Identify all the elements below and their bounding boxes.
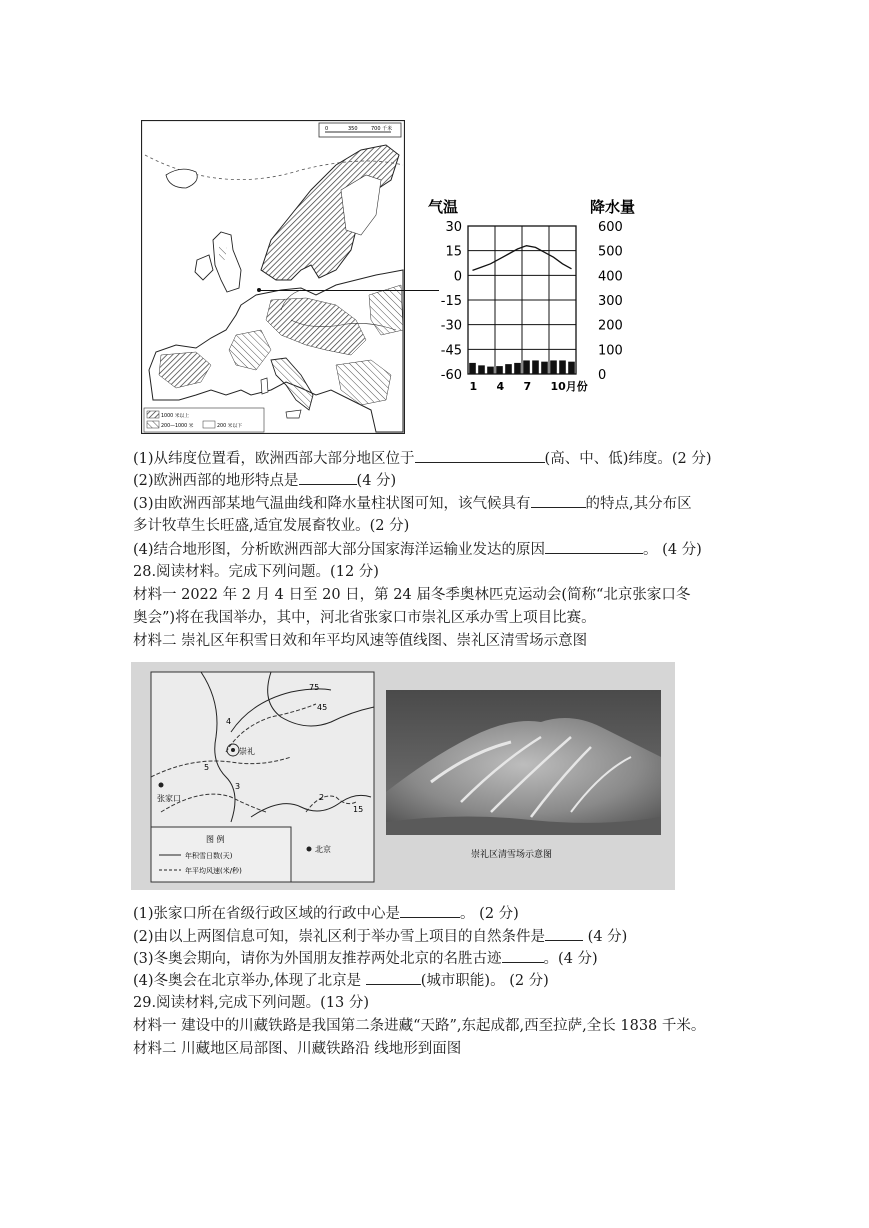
q27-2-text: (2)欧洲西部的地形特点是 (133, 473, 299, 489)
precip-bar (541, 362, 548, 374)
q28-3-tail: 。(4 分) (543, 951, 598, 967)
temp-tick: -15 (440, 294, 462, 309)
scale-700: 700 千米 (371, 126, 393, 132)
q28-1-blank[interactable] (400, 903, 460, 918)
legend-snow-days: 年积雪日数(天) (185, 852, 233, 860)
label-beijing: 北京 (315, 845, 331, 854)
q27-4-blank[interactable] (545, 539, 643, 554)
contour-15: 15 (353, 805, 364, 814)
q28-title: 28.阅读材料。完成下列问题。(12 分) (133, 564, 379, 580)
map-chart-pointer (259, 290, 439, 291)
precipitation-axis-title: 降水量 (590, 198, 636, 216)
q27-1-tail: (高、中、低)纬度。(2 分) (544, 451, 712, 467)
q28-1 (133, 903, 519, 924)
precip-bar (532, 360, 539, 374)
ski-resort-photo (386, 690, 661, 835)
precip-tick: 100 (598, 343, 623, 359)
q27-3-cont (133, 516, 409, 536)
q28-1-text: (1)张家口所在省级行政区域的行政中心是 (133, 906, 401, 922)
q27-3-cont-text: 多计牧草生长旺盛,适宜发展畜牧业。(2 分) (133, 518, 410, 534)
q28-material1-line2: 奥会”)将在我国举办，其中，河北省张家口市崇礼区承办雪上项目比赛。 (133, 610, 596, 626)
month-tick: 7 (523, 380, 532, 393)
q27-3 (133, 493, 692, 514)
temp-tick: 0 (453, 269, 462, 285)
precip-bar (505, 364, 512, 374)
label-zhangjiakou: 张家口 (157, 794, 181, 803)
q27-2-tail: (4 分) (356, 473, 397, 489)
temp-tick: -30 (440, 318, 462, 334)
temp-tick: 30 (445, 220, 462, 235)
q27-1-text: (1)从纬度位置看，欧洲西部大部分地区位于 (133, 451, 415, 467)
q27-2-blank[interactable] (299, 470, 357, 485)
contour-3: 3 (235, 782, 241, 791)
q27-3-tail: 的特点,其分布区 (585, 496, 692, 512)
q27-4-text: (4)结合地形图，分析欧洲西部大部分国家海洋运输业发达的原因 (133, 542, 546, 558)
q29-material2: 材料二 川藏地区局部图、川藏铁路沿 线地形到面图 (133, 1041, 462, 1057)
q28-3 (133, 948, 598, 969)
q27-4 (133, 539, 702, 560)
precip-bar (496, 366, 503, 374)
q28-3-text: (3)冬奥会期向，请你为外国朋友推荐两处北京的名胜古迹 (133, 951, 502, 967)
temp-tick: -45 (440, 343, 462, 359)
q27-3-text: (3)由欧洲西部某地气温曲线和降水量柱状图可知，该气候具有 (133, 496, 531, 512)
precip-tick: 400 (598, 269, 623, 285)
q27-4-tail: 。 (4 分) (643, 542, 702, 558)
contour-2: 2 (319, 793, 325, 802)
month-tick: 4 (496, 380, 505, 393)
precip-bar (559, 360, 566, 374)
contour-45: 45 (317, 703, 328, 712)
scale-350: 350 (348, 126, 358, 132)
q28-2-tail: (4 分) (583, 929, 628, 945)
precip-bar (514, 363, 521, 374)
temp-tick: 15 (445, 244, 462, 260)
precip-tick: 300 (598, 294, 623, 309)
precip-tick: 500 (598, 244, 623, 260)
q28-4-tail: (城市职能)。 (2 分) (420, 973, 549, 989)
month-tick: 10月份 (550, 380, 588, 393)
chongli-figure (131, 662, 675, 890)
precip-bar (550, 360, 557, 374)
temperature-axis-title: 气温 (428, 198, 459, 216)
q27-1 (133, 448, 712, 469)
contour-4: 4 (226, 717, 232, 726)
legend-mid: 200—1000 米 (161, 424, 194, 429)
precip-bar (568, 362, 575, 374)
q28-4-blank[interactable] (366, 970, 421, 985)
temp-tick: -60 (440, 368, 462, 383)
q28-material1-line1: 材料一 2022 年 2 月 4 日至 20 日，第 24 届冬季奥林匹克运动会(简称“北京张家口冬 (133, 587, 691, 603)
q27-3-blank[interactable] (531, 493, 586, 508)
legend-title: 图 例 (206, 835, 225, 844)
q28-1-tail: 。 (2 分) (460, 906, 519, 922)
precip-tick: 200 (598, 318, 623, 334)
q27-2 (133, 470, 396, 491)
europe-map-svg (141, 120, 405, 434)
q28-2 (133, 926, 627, 947)
europe-terrain-map (141, 120, 405, 434)
ski-photo-caption: 崇礼区清雪场示意图 (471, 850, 553, 860)
q28-material2: 材料二 崇礼区年积雪日效和年平均风速等值线图、崇礼区清雪场示意图 (133, 633, 588, 649)
legend-wind-speed: 年平均风速(米/秒) (185, 867, 242, 875)
climate-chart (418, 196, 658, 396)
precip-tick: 0 (598, 368, 607, 383)
q28-2-text: (2)由以上两图信息可知，崇礼区利于举办雪上项目的自然条件是 (133, 929, 546, 945)
precip-tick: 600 (598, 220, 623, 235)
precip-bar (478, 365, 485, 374)
precip-bar (487, 367, 494, 374)
scale-0: 0 (325, 126, 329, 132)
q28-3-blank[interactable] (502, 948, 544, 963)
contour-5: 5 (204, 763, 210, 772)
q27-1-blank[interactable] (415, 448, 545, 463)
q29-material1: 材料一 建设中的川藏铁路是我国第二条进藏“天路”,东起成都,西至拉萨,全长 1838 千米。 (133, 1018, 706, 1034)
label-chongli: 崇礼 (239, 747, 255, 756)
contour-75: 75 (309, 683, 320, 692)
month-tick: 1 (469, 380, 478, 393)
chongli-figure-svg (131, 662, 675, 890)
precip-bar (469, 363, 476, 374)
q28-4 (133, 970, 549, 991)
q28-2-blank[interactable] (545, 926, 583, 941)
q29-title: 29.阅读材料,完成下列问题。(13 分) (133, 995, 370, 1011)
precip-bar (523, 360, 530, 374)
legend-high: 1000 米以上 (161, 414, 190, 419)
climate-chart-svg (418, 196, 658, 396)
q28-4-text: (4)冬奥会在北京举办,体现了北京是 (133, 973, 366, 989)
legend-low: 200 米以下 (217, 424, 243, 429)
